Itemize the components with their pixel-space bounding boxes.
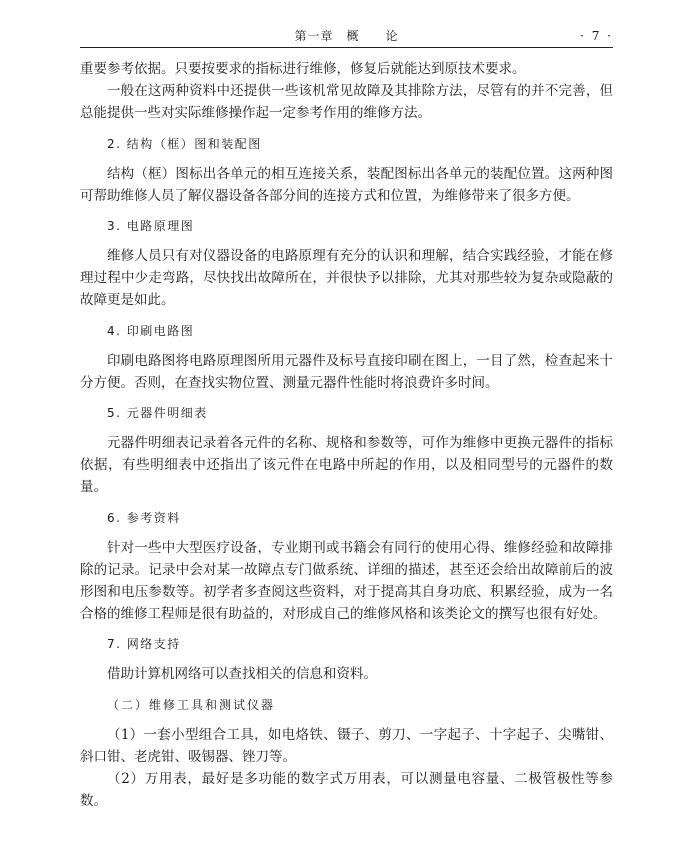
chapter-title: 第一章 概 论 [294,29,399,43]
paragraph-circuit-schematic: 维修人员只有对仪器设备的电路原理有充分的认识和理解，结合实践经验，才能在修理过程中少走弯路，尽快找出故障所在，并很快予以排除，尤其对那些较为复杂或隐蔽的故障更是如此。 [80,248,613,309]
paragraph-printed-circuit: 印刷电路图将电路原理图所用元器件及标号直接印刷在图上，一目了然，检查起来十分方便。否则，在查找实物位置、测量元器件性能时将浪费许多时间。 [80,352,613,391]
heading-structure-diagram: 2. 结构（框）图和装配图 [107,136,262,151]
paragraph-network-support: 借助计算机网络可以查找相关的信息和资料。 [107,666,377,683]
page-number: · 7 · [580,29,613,43]
heading-network-support: 7. 网络支持 [107,637,181,652]
heading-circuit-schematic: 3. 电路原理图 [107,219,195,234]
paragraph-intro-continued: 重要参考依据。只要按要求的指标进行维修，修复后就能达到原技术要求。 [80,61,526,77]
running-header [80,26,613,46]
paragraph-component-list: 元器件明细表记录着各元件的名称、规格和参数等，可作为维修中更换元器件的指标依据，有些明细表中还指出了该元件在电路中所起的作用，以及相同型号的元器件的数量。 [80,435,613,496]
heading-component-list: 5. 元器件明细表 [107,406,208,421]
body-text [80,58,613,812]
paragraph-reference-material: 针对一些中大型医疗设备，专业期刊或书籍会有同行的使用心得、维修经验和故障排除的记录。记录中会对某一故障点专门做系统、详细的描述，甚至还会给出故障前后的波形图和电压参数等。初学者多查阅这些资料，对于提高其自身功底、积累经验，成为一名合格的维修工程师是很有助益的，对形成自己的维修风格和该类论文的撰写也很有好处。 [80,539,613,623]
list-item-toolkit: （1）一套小型组合工具，如电烙铁、镊子、剪刀、一字起子、十字起子、尖嘴钳、斜口钳、老虎钳、吸锡器、锉刀等。 [80,726,613,765]
list-item-multimeter: （2）万用表，最好是多功能的数字式万用表，可以测量电容量、二极管极性等参数。 [80,771,613,810]
paragraph-structure-diagram: 结构（框）图标出各单元的相互连接关系，装配图标出各单元的装配位置。这两种图可帮助维修人员了解仪器设备各部分间的连接方式和位置，为维修带来了很多方便。 [80,165,613,204]
header-divider [80,47,613,48]
section-heading-tools: （二）维修工具和测试仪器 [107,697,276,712]
heading-printed-circuit: 4. 印刷电路图 [107,323,195,338]
paragraph-intro: 一般在这两种资料中还提供一些该机常见故障及其排除方法，尽管有的并不完善，但总能提供一些对实际维修操作起一定参考作用的维修方法。 [80,83,613,122]
heading-reference-material: 6. 参考资料 [107,510,181,525]
